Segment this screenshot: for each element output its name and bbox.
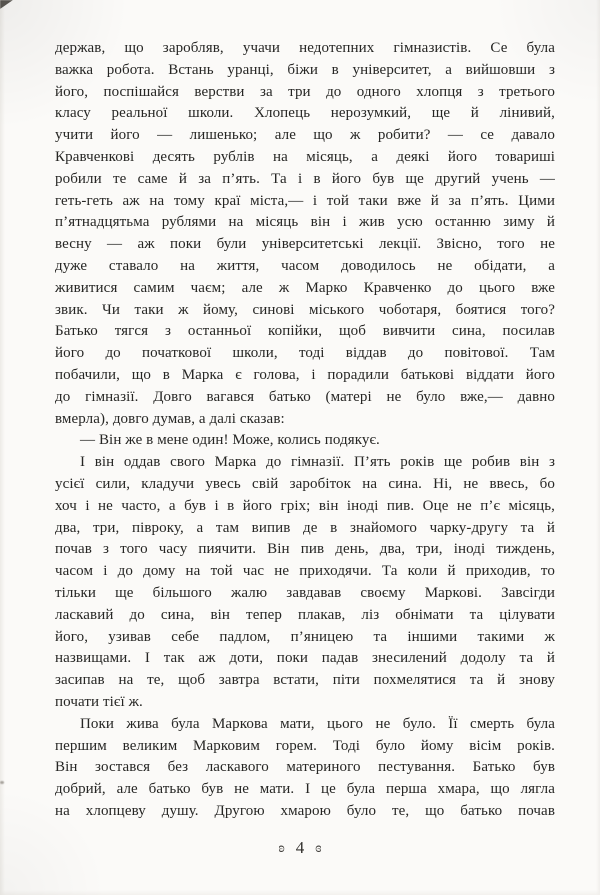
scan-corner-artifact <box>0 0 13 9</box>
text-line: вмерла), довго думав, а далі сказав: <box>55 410 285 427</box>
text-line: часом і до дому на той час не приходячи. Та коли й приходив, то <box>55 563 555 580</box>
text-line: засипав на те, щоб завтра встати, піти похмелятися та й знову <box>55 672 555 689</box>
text-line: важка робота. Встань уранці, біжи в університет, а вийшовши з <box>55 61 555 78</box>
text-line: живитися самим чаєм; але ж Марко Кравченко до цього вже <box>55 279 555 296</box>
text-line: Він зостався без ласкавого материного пестування. Батько був <box>55 759 555 776</box>
text-line: п’ятнадцятьма рублями на місяць він і жив усю останню зиму й <box>55 214 555 231</box>
text-line: І він оддав свого Марка до гімназії. П’ять років ще робив він з <box>80 454 555 471</box>
text-line: тільки ще більшого жалю завдавав своєму Маркові. Завсігди <box>55 584 555 601</box>
text-line: першим великим Марковим горем. Тоді було йому вісім років. <box>55 737 555 754</box>
text-line: його, поспішайся верстви за три до одного хлопця з третього <box>55 83 555 100</box>
page-number: 4 <box>295 838 305 857</box>
text-line: — Він же в мене один! Може, колись подякує. <box>80 432 380 449</box>
text-line: добрий, але батько був не мати. І це була перша хмара, що лягла <box>55 781 555 798</box>
text-line: Кравченкові десять рублів на місяць, а деякі його товариші <box>55 148 555 165</box>
fleuron-right-icon: ɞ <box>315 841 322 856</box>
text-line: його до початкової школи, тоді віддав до повітової. Там <box>55 345 555 362</box>
text-line: весну — аж поки були університетські лекції. Звісно, того не <box>55 236 555 253</box>
text-line: назвищами. І так аж доти, поки падав знесилений додолу та й <box>55 650 555 667</box>
text-line: на хлопцеву душу. Другою хмарою було те, що батько почав <box>55 802 555 819</box>
text-line: до гімназії. Довго вагався батько (матері не було вже,— давно <box>55 388 555 405</box>
text-line: робили те саме й за п’ять. Та і в його був ще другий учень — <box>55 170 555 187</box>
text-line: почати тієї ж. <box>55 693 143 710</box>
text-line: хоч і не часто, а був і в його гріх; він іноді пив. Оце не п’є місяць, <box>55 497 555 514</box>
text-line: Батько тягся з останньої копійки, щоб вивчити сина, посилав <box>55 323 555 340</box>
text-line: почав з того часу пиячити. Він пив день, два, три, іноді тиждень, <box>55 541 555 558</box>
text-line: геть-геть аж на тому краї міста,— і той таки вже й за п’ять. Цими <box>55 192 555 209</box>
text-line: дуже ставало на життя, часом доводилось не обідати, а <box>55 257 555 274</box>
text-line: класу реальної школи. Хлопець нерозумкий, ще й лінивий, <box>55 105 555 122</box>
text-line: звик. Чи таки ж йому, синові міського чоботаря, боятися того? <box>55 301 555 318</box>
page-text <box>55 38 555 823</box>
scan-edge-speck <box>0 781 4 784</box>
text-line: усієї сили, кладучи увесь свій заробіток на сина. Ні, не ввесь, бо <box>55 475 555 492</box>
text-line: Поки жива була Маркова мати, цього не було. Її смерть була <box>80 715 555 732</box>
fleuron-left-icon: ʚ <box>278 841 285 856</box>
text-line: побачили, що в Марка є голова, і порадили батькові віддати його <box>55 366 555 383</box>
text-line: його, узивав себе падлом, п’яницею та іншими такими ж <box>55 628 555 645</box>
text-line: учити його — лишенько; але що ж робити? — се давало <box>55 127 555 144</box>
text-line: ласкавий до сина, він тепер плакав, ліз обнімати та цілувати <box>55 606 555 623</box>
page-footer <box>0 838 600 858</box>
text-line: два, три, півроку, а там випив де в знайомого чарку-другу та й <box>55 519 555 536</box>
text-line: держав, що заробляв, учачи недотепних гімназистів. Се була <box>55 40 555 56</box>
